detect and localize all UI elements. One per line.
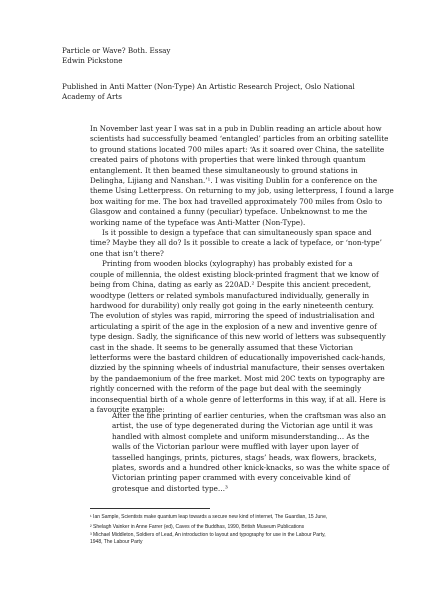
essay-title: Particle or Wave? Both. Essay (62, 46, 171, 55)
body-line: letterforms were the bastard children of educationally impoverished cack-hands, (90, 352, 386, 362)
body-line: In November last year I was sat in a pub in Dublin reading an article about how (90, 124, 382, 133)
body-line: Delingha, Lijiang and Nanshan.’¹. I was visiting Dublin for a conference on the (90, 176, 378, 186)
body-line: The evolution of styles was rapid, mirroring the speed of industrialisation and (90, 311, 375, 321)
footnote: ³ Michael Middleton, Soldiers of Lead, An introduction to layout and typography for use in the Labour Party, (90, 531, 326, 538)
body-line: one that isn’t there? (90, 248, 164, 258)
body-line: theme Using Letterpress. On returning to my job, using letterpress, I found a large (90, 186, 394, 196)
body-line: cast in the shade. It seems to be generally assumed that these Victorian (90, 342, 353, 352)
body-line: type design. Sadly, the significance of this new world of letters was subsequently (90, 332, 386, 342)
body-line: articulating a spirit of the age in the explosion of a new and inventive genre of (90, 321, 377, 331)
body-line: Glasgow and contained a funny (peculiar) typeface. Unbeknownst to me the (90, 207, 368, 217)
footnote: ² Shelagh Vainker in Anne Farrer (ed), Caves of the Buddhas, 1990, British Museum Publications (90, 524, 305, 531)
body-line: entanglement. It then beamed these simultaneously to ground stations in (90, 165, 358, 175)
body-line: by the pandaemonium of the free market. Most mid 20C texts on typography are (90, 373, 385, 383)
quote-line: handled with almost complete and uniform misunderstanding… As the (112, 431, 370, 441)
footnote: 1948, The Labour Party (90, 539, 143, 546)
publication-line: Academy of Arts (62, 92, 122, 102)
quote-line: artist, the use of type degenerated during the Victorian age until it was (112, 421, 373, 431)
body-line: dizzied by the spinning wheels of industrial manufacture, their senses overtaken (90, 363, 385, 373)
body-line: a favourite example: (90, 404, 165, 414)
body-line: created pairs of photons with properties that were linked through quantum (90, 155, 366, 165)
quote-line: walls of the Victorian parlour were muffled with layer upon layer of (112, 442, 359, 452)
footnote-divider (90, 508, 210, 509)
body-line: working name of the typeface was Anti-Matter (Non-Type). (90, 217, 306, 227)
body-line: rightly concerned with the reform of the page but deal with the seemingly (90, 384, 362, 394)
body-line: to ground stations located 700 miles apart: ‘As it soared over China, the satellite (90, 144, 385, 154)
body-line: box waiting for me. The box had travelled approximately 700 miles from Oslo to (90, 196, 383, 206)
footnotes (90, 514, 400, 547)
quote-line: tasselled hangings, prints, pictures, stags’ heads, wax flowers, brackets, (112, 452, 377, 462)
body-line: Printing from wooden blocks (xylography) has probably existed for a (102, 259, 353, 269)
footnote: ¹ Ian Sample, Scientists make quantum leap towards a secure new kind of internet, The Guardian, 15 June, (90, 514, 328, 520)
body-line: being from China, dating as early as 220AD.² Despite this ancient precedent, (90, 280, 372, 290)
quote-line: plates, swords and a hundred other knick-knacks, so was the white space of (112, 463, 390, 473)
block-quote (112, 411, 390, 494)
body-line: inconsequential birth of a whole genre of letterforms in this way, if at all. Here is (90, 394, 386, 404)
body-line: woodtype (letters or related symbols manufactured individually, generally in (90, 290, 370, 300)
body-line: couple of millennia, the oldest existing block-printed fragment that we know of (90, 269, 379, 279)
body-line: hardwood for durability) only really got going in the early nineteenth century. (90, 300, 374, 310)
body-line: Is it possible to design a typeface that can simultaneously span space and (102, 228, 372, 238)
essay-header (62, 46, 402, 67)
quote-line: After the fine printing of earlier centuries, when the craftsman was also an (112, 411, 386, 420)
quote-line: Victorian printing paper crammed with every conceivable kind of (112, 473, 351, 483)
quote-line: grotesque and distorted type…³ (112, 483, 228, 493)
essay-body (90, 124, 394, 415)
essay-author: Edwin Pickstone (62, 56, 123, 66)
body-line: scientists had successfully beamed ‘entangled’ particles from an orbiting satellite (90, 134, 389, 144)
publication-line: Published in Anti Matter (Non-Type) An Artistic Research Project, Oslo National (62, 82, 355, 91)
publication-note (62, 82, 402, 103)
body-line: time? Maybe they all do? Is it possible to create a lack of typeface, or ‘non-type’ (90, 238, 382, 248)
